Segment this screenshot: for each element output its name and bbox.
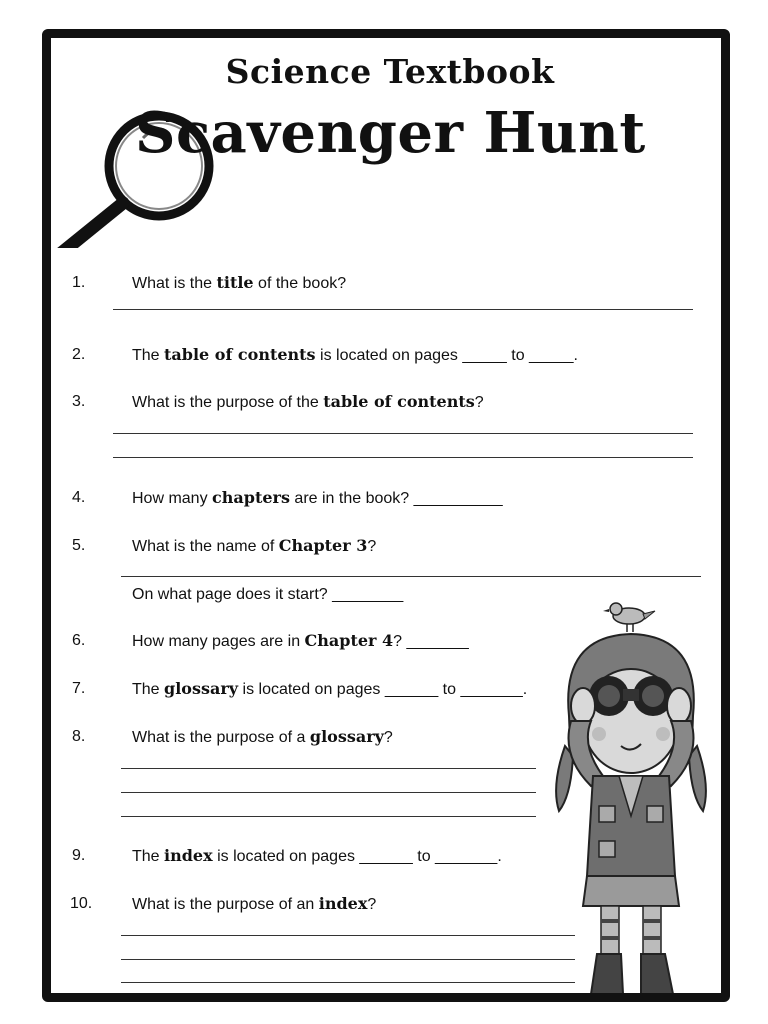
girl-with-binoculars-illustration	[551, 596, 711, 996]
answer-line[interactable]	[121, 768, 536, 769]
answer-line[interactable]	[121, 935, 575, 936]
answer-line[interactable]	[121, 982, 575, 983]
answer-line[interactable]	[121, 792, 536, 793]
answer-line[interactable]	[121, 576, 701, 577]
answer-line[interactable]	[113, 433, 693, 434]
worksheet-subtitle: Science Textbook	[225, 52, 555, 91]
worksheet-page: Science Textbook Scavenger Hunt 1. What is the title of the book? 2. The table of contents is located on pages _____ to _____. 3. What is the purpose of the table of contents? 4. How many chapters are in the book? __________ 5. What is the name of Chapter 3? On what page does it start? ________ 6. How many pages are in Chapter 4? _______ 7. The glossary is located on pages ______ to _______. 8. What is the purpose of a glossary? 9. The index is located on pages ______ to _______. 10. What is the purpose of an index?	[42, 29, 730, 1002]
answer-line[interactable]	[121, 959, 575, 960]
bird-icon	[603, 603, 655, 632]
worksheet-title: Scavenger Hunt	[135, 100, 646, 166]
answer-line[interactable]	[113, 309, 693, 310]
answer-line[interactable]	[121, 816, 536, 817]
answer-line[interactable]	[113, 457, 693, 458]
